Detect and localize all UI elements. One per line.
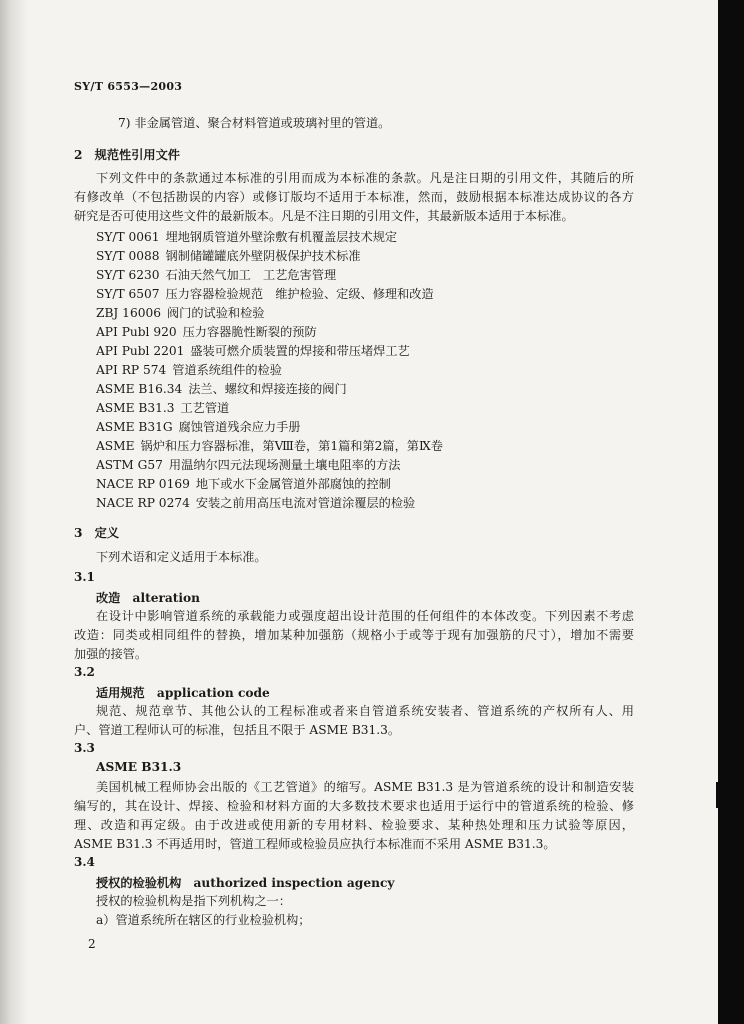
clause-term: 改造 alteration <box>96 591 201 605</box>
reference-item: API Publ 2201 盛装可燃介质装置的焊接和带压堵焊工艺 <box>96 344 410 358</box>
scan-border-right <box>718 0 744 1024</box>
reference-item: ASTM G57 用温纳尔四元法现场测量土壤电阻率的方法 <box>96 458 401 472</box>
clause-text-line: 在设计中影响管道系统的承载能力或强度超出设计范围的任何组件的本体改变。下列因素不考虑 <box>96 609 634 623</box>
reference-item: SY/T 6230 石油天然气加工 工艺危害管理 <box>96 268 337 282</box>
section-2-para-line-2: 有修改单（不包括勘误的内容）或修订版均不适用于本标准，然而，鼓励根据本标准达成协议的各方 <box>74 190 634 204</box>
reference-item: ASME 锅炉和压力容器标准，第Ⅷ卷，第1篇和第2篇，第Ⅸ卷 <box>96 439 443 453</box>
reference-item: NACE RP 0169 地下或水下金属管道外部腐蚀的控制 <box>96 477 391 491</box>
reference-item: SY/T 0061 埋地钢质管道外壁涂敷有机覆盖层技术规定 <box>96 230 398 244</box>
clause-term: ASME B31.3 <box>96 760 182 774</box>
reference-item: SY/T 6507 压力容器检验规范 维护检验、定级、修理和改造 <box>96 287 434 301</box>
clause-text-line: 美国机械工程师协会出版的《工艺管道》的缩写。ASME B31.3 是为管道系统的设计和制造安装 <box>96 780 634 794</box>
reference-item: ASME B16.34 法兰、螺纹和焊接连接的阀门 <box>96 382 347 396</box>
item-7: 7) 非金属管道、聚合材料管道或玻璃衬里的管道。 <box>118 116 391 130</box>
scan-shadow-left <box>0 0 28 1024</box>
page-number: 2 <box>88 937 96 951</box>
section-2-para-line-1: 下列文件中的条款通过本标准的引用而成为本标准的条款。凡是注日期的引用文件，其随后的所 <box>96 171 634 185</box>
clause-text-line: 规范、规范章节、其他公认的工程标准或者来自管道系统安装者、管道系统的产权所有人、用 <box>96 704 634 718</box>
clause-text-line: ASME B31.3 不再适用时，管道工程师或检验员应执行本标准而不采用 ASME B31.3。 <box>74 837 556 851</box>
clause-text-line: 加强的接管。 <box>74 647 148 661</box>
clause-text-line: 编写的，其在设计、焊接、检验和材料方面的大多数技术要求也适用于运行中的管道系统的检验、修 <box>74 799 634 813</box>
section-3-heading: 3 定义 <box>74 526 120 540</box>
clause-term: 授权的检验机构 authorized inspection agency <box>96 876 395 890</box>
clause-number: 3.4 <box>74 855 95 869</box>
reference-item: API Publ 920 压力容器脆性断裂的预防 <box>96 325 317 339</box>
clause-number: 3.1 <box>74 570 95 584</box>
reference-item: SY/T 0088 钢制储罐罐底外壁阴极保护技术标准 <box>96 249 361 263</box>
standard-code-header: SY/T 6553—2003 <box>74 80 183 93</box>
clause-number: 3.2 <box>74 665 95 679</box>
reference-item: ZBJ 16006 阀门的试验和检验 <box>96 306 265 320</box>
clause-term: 适用规范 application code <box>96 686 270 700</box>
clause-text-line: 户、管道工程师认可的标准，包括且不限于 ASME B31.3。 <box>74 723 401 737</box>
clause-text-line: a）管道系统所在辖区的行业检验机构； <box>96 913 311 927</box>
scan-border-notch <box>716 782 726 808</box>
section-2-heading: 2 规范性引用文件 <box>74 148 180 162</box>
section-3-intro: 下列术语和定义适用于本标准。 <box>96 550 267 564</box>
clause-text-line: 改造：同类或相同组件的替换，增加某种加强筋（规格小于或等于现有加强筋的尺寸），增加不需要 <box>74 628 634 642</box>
clause-text-line: 授权的检验机构是指下列机构之一： <box>96 894 291 908</box>
reference-item: API RP 574 管道系统组件的检验 <box>96 363 282 377</box>
clause-number: 3.3 <box>74 741 95 755</box>
clause-text-line: 理、改造和再定级。由于改进或使用新的专用材料、检验要求、某种热处理和压力试验等原因， <box>74 818 634 832</box>
section-2-para-line-3: 研究是否可使用这些文件的最新版本。凡是不注日期的引用文件，其最新版本适用于本标准。 <box>74 209 574 223</box>
reference-item: ASME B31G 腐蚀管道残余应力手册 <box>96 420 301 434</box>
reference-item: ASME B31.3 工艺管道 <box>96 401 230 415</box>
reference-item: NACE RP 0274 安装之前用高压电流对管道涂覆层的检验 <box>96 496 416 510</box>
